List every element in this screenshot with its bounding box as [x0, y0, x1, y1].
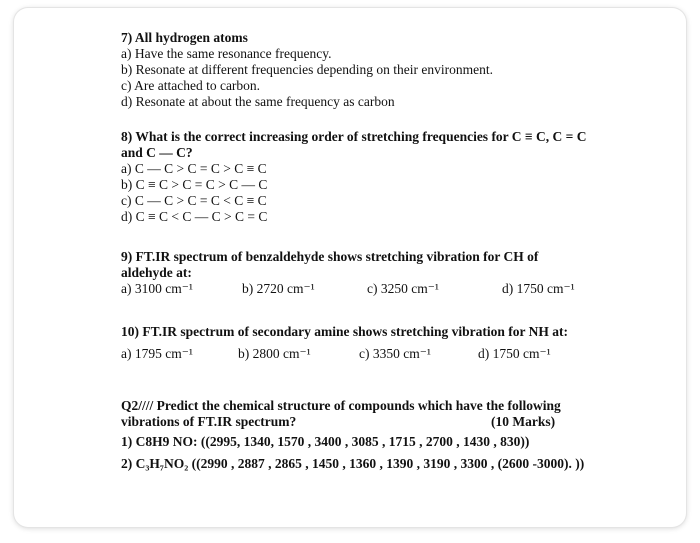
question-q2-title: Q2//// Predict the chemical structure of compounds which have the following — [121, 398, 561, 413]
question-10-option-a: a) 1795 cm⁻¹ — [121, 346, 193, 361]
question-7-option-a: a) Have the same resonance frequency. — [121, 46, 332, 61]
question-q2-item-2: 2) C₃H₇NO₂ ((2990 , 2887 , 2865 , 1450 , 1360 , 1390 , 3190 , 3300 , (2600 -3000). )) — [121, 456, 585, 471]
question-8-option-c: c) C — C > C = C < C ≡ C — [121, 193, 267, 208]
question-10-option-c: c) 3350 cm⁻¹ — [359, 346, 431, 361]
question-8-option-d: d) C ≡ C < C — C > C = C — [121, 209, 268, 224]
question-9 — [121, 249, 575, 297]
question-q2-title-row — [121, 414, 584, 430]
question-8-title: 8) What is the correct increasing order of stretching frequencies for C ≡ C, C = C — [121, 129, 587, 144]
question-10-options — [121, 346, 568, 362]
question-q2-marks: (10 Marks) — [491, 414, 556, 429]
question-q2 — [121, 398, 584, 472]
question-8-option-a: a) C — C > C = C > C ≡ C — [121, 161, 267, 176]
question-9-option-c: c) 3250 cm⁻¹ — [367, 281, 439, 296]
question-10-option-d: d) 1750 cm⁻¹ — [478, 346, 551, 361]
question-10 — [121, 324, 568, 362]
question-q2-title-cont: vibrations of FT.IR spectrum? — [121, 414, 297, 429]
question-9-option-a: a) 3100 cm⁻¹ — [121, 281, 193, 296]
question-9-title: 9) FT.IR spectrum of benzaldehyde shows stretching vibration for CH of — [121, 249, 539, 264]
question-8 — [121, 129, 586, 225]
question-9-title-cont: aldehyde at: — [121, 265, 192, 280]
question-10-option-b: b) 2800 cm⁻¹ — [238, 346, 311, 361]
question-9-option-d: d) 1750 cm⁻¹ — [502, 281, 575, 296]
document-page — [14, 8, 686, 527]
question-7-option-d: d) Resonate at about the same frequency as carbon — [121, 94, 395, 109]
question-9-option-b: b) 2720 cm⁻¹ — [242, 281, 315, 296]
question-10-title: 10) FT.IR spectrum of secondary amine shows stretching vibration for NH at: — [121, 324, 568, 339]
question-8-title-cont: and C — C? — [121, 145, 193, 160]
question-9-options — [121, 281, 575, 297]
question-7-option-c: c) Are attached to carbon. — [121, 78, 261, 93]
question-q2-item-1: 1) C8H9 NO: ((2995, 1340, 1570 , 3400 , 3085 , 1715 , 2700 , 1430 , 830)) — [121, 434, 530, 449]
question-7-title: 7) All hydrogen atoms — [121, 30, 248, 45]
question-7 — [121, 30, 493, 110]
question-7-option-b: b) Resonate at different frequencies depending on their environment. — [121, 62, 493, 77]
question-8-option-b: b) C ≡ C > C = C > C — C — [121, 177, 268, 192]
